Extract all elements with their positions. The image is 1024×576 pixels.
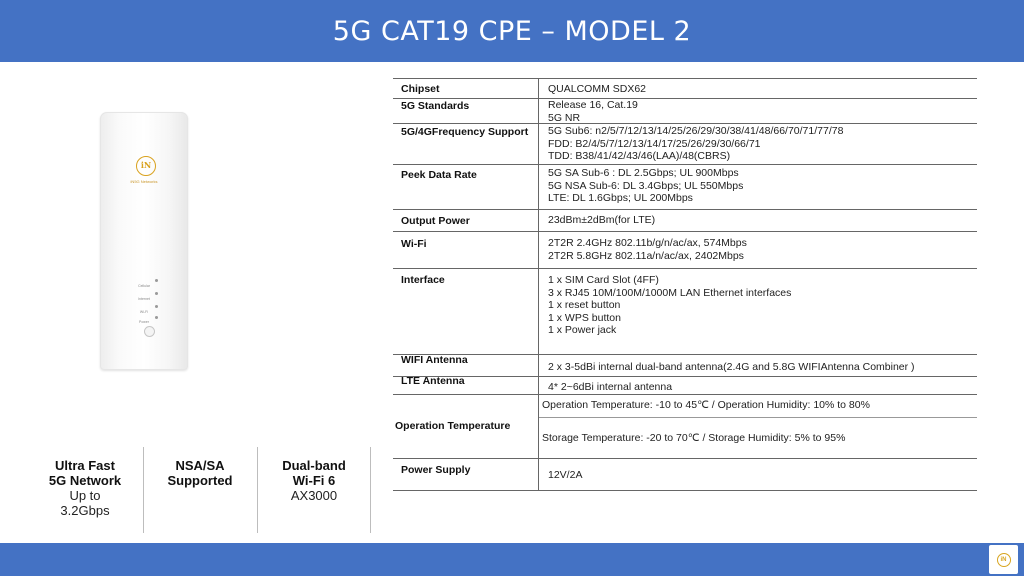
- spec-line: TDD: B38/41/42/43/46(LAA)/48(CBRS): [548, 150, 731, 162]
- spec-value-storage-temperature: Storage Temperature: -20 to 70℃ / Storage Humidity: 5% to 95%: [542, 432, 846, 444]
- footer-logo-mark: iN: [997, 553, 1011, 567]
- led-cellular-indicator: [155, 279, 158, 282]
- page-title: 5G CAT19 CPE – MODEL 2: [332, 15, 692, 47]
- led-wifi-indicator: [155, 305, 158, 308]
- spec-value-wifi-antenna: 2 x 3-5dBi internal dual-band antenna(2.4G and 5.8G WIFIAntenna Combiner ): [548, 361, 915, 373]
- feature-wifi6: [259, 458, 369, 503]
- spec-line: 1 x SIM Card Slot (4FF): [548, 274, 659, 286]
- table-rule: [393, 78, 977, 79]
- spec-line: 5G NR: [548, 111, 581, 124]
- table-rule: [393, 209, 977, 210]
- spec-line: 1 x WPS button: [548, 311, 621, 324]
- spec-label-lte-antenna: LTE Antenna: [401, 375, 465, 387]
- feature-divider: [370, 447, 371, 533]
- spec-value-output-power: 23dBm±2dBm(for LTE): [548, 214, 656, 226]
- spec-value-lte-antenna: 4* 2~6dBi internal antenna: [548, 381, 673, 393]
- spec-label-output-power: Output Power: [401, 215, 470, 227]
- spec-line: 5G Sub6: n2/5/7/12/13/14/25/26/29/30/38/41/48/66/70/71/77/78: [548, 125, 844, 137]
- table-rule: [393, 268, 977, 269]
- feature-title: Dual-band Wi-Fi 6: [282, 458, 346, 488]
- feature-title: NSA/SA Supported: [167, 458, 233, 488]
- led-internet-label: Internet: [138, 297, 150, 301]
- spec-value-chipset: QUALCOMM SDX62: [548, 83, 647, 95]
- footer-logo: [989, 545, 1018, 574]
- spec-value-data-rate: [548, 167, 743, 205]
- spec-line: FDD: B2/4/5/7/12/13/14/17/25/26/29/30/66/71: [548, 137, 761, 150]
- table-rule: [538, 417, 977, 418]
- title-bar: [0, 0, 1024, 62]
- spec-value-interface: [548, 274, 791, 337]
- table-rule: [393, 123, 977, 124]
- spec-label-temperature: Operation Temperature: [395, 420, 511, 432]
- spec-label-wifi: Wi-Fi: [401, 238, 427, 250]
- feature-5g-network: [30, 458, 140, 518]
- spec-line: 5G SA Sub-6 : DL 2.5Gbps; UL 900Mbps: [548, 167, 739, 179]
- feature-title: Ultra Fast 5G Network: [48, 458, 122, 488]
- table-rule: [393, 231, 977, 232]
- spec-label-wifi-antenna: WIFI Antenna: [401, 354, 468, 366]
- spec-label-power-supply: Power Supply: [401, 464, 471, 476]
- spec-label-data-rate: Peek Data Rate: [401, 169, 477, 181]
- table-rule: [393, 164, 977, 165]
- spec-value-frequency: [548, 125, 843, 163]
- spec-line: 5G NSA Sub-6: DL 3.4Gbps; UL 550Mbps: [548, 179, 744, 192]
- device-brand-text: iN5G Networks: [130, 179, 158, 184]
- table-rule: [393, 98, 977, 99]
- feature-divider: [143, 447, 144, 533]
- spec-line: 2T2R 5.8GHz 802.11a/n/ac/ax, 2402Mbps: [548, 249, 744, 262]
- spec-label-frequency: 5G/4GFrequency Support: [401, 126, 529, 138]
- spec-line: 1 x reset button: [548, 299, 621, 311]
- led-cellular-label: Cellular: [138, 284, 150, 288]
- table-rule: [393, 394, 977, 395]
- led-internet-indicator: [155, 292, 158, 295]
- feature-subtitle: Up to 3.2Gbps: [60, 488, 110, 518]
- cpe-device-image: [100, 112, 188, 370]
- table-rule: [393, 490, 977, 491]
- spec-label-chipset: Chipset: [401, 83, 440, 95]
- table-rule: [393, 354, 977, 355]
- device-logo: iN: [136, 156, 156, 176]
- feature-divider: [257, 447, 258, 533]
- table-rule: [393, 376, 977, 377]
- led-power-label: Power: [139, 320, 149, 324]
- led-wifi-label: Wi-Fi: [139, 310, 149, 314]
- footer-bar: [0, 543, 1024, 576]
- spec-line: Release 16, Cat.19: [548, 99, 638, 111]
- spec-line: 3 x RJ45 10M/100M/1000M LAN Ethernet interfaces: [548, 286, 792, 299]
- led-power-indicator: [155, 316, 158, 319]
- spec-value-power-supply: 12V/2A: [548, 469, 583, 481]
- spec-label-standards: 5G Standards: [401, 100, 470, 112]
- spec-value-operation-temperature: Operation Temperature: -10 to 45℃ / Operation Humidity: 10% to 80%: [542, 399, 870, 411]
- spec-line: 2T2R 2.4GHz 802.11b/g/n/ac/ax, 574Mbps: [548, 237, 747, 249]
- feature-subtitle: AX3000: [290, 488, 338, 503]
- table-column-rule: [538, 78, 539, 490]
- spec-value-standards: [548, 99, 638, 124]
- spec-line: LTE: DL 1.6Gbps; UL 200Mbps: [548, 192, 693, 204]
- spec-line: 1 x Power jack: [548, 324, 617, 336]
- table-rule: [393, 458, 977, 459]
- spec-value-wifi: [548, 237, 747, 262]
- spec-label-interface: Interface: [401, 274, 445, 286]
- feature-nsa-sa: [145, 458, 255, 488]
- power-button-icon: [144, 326, 155, 337]
